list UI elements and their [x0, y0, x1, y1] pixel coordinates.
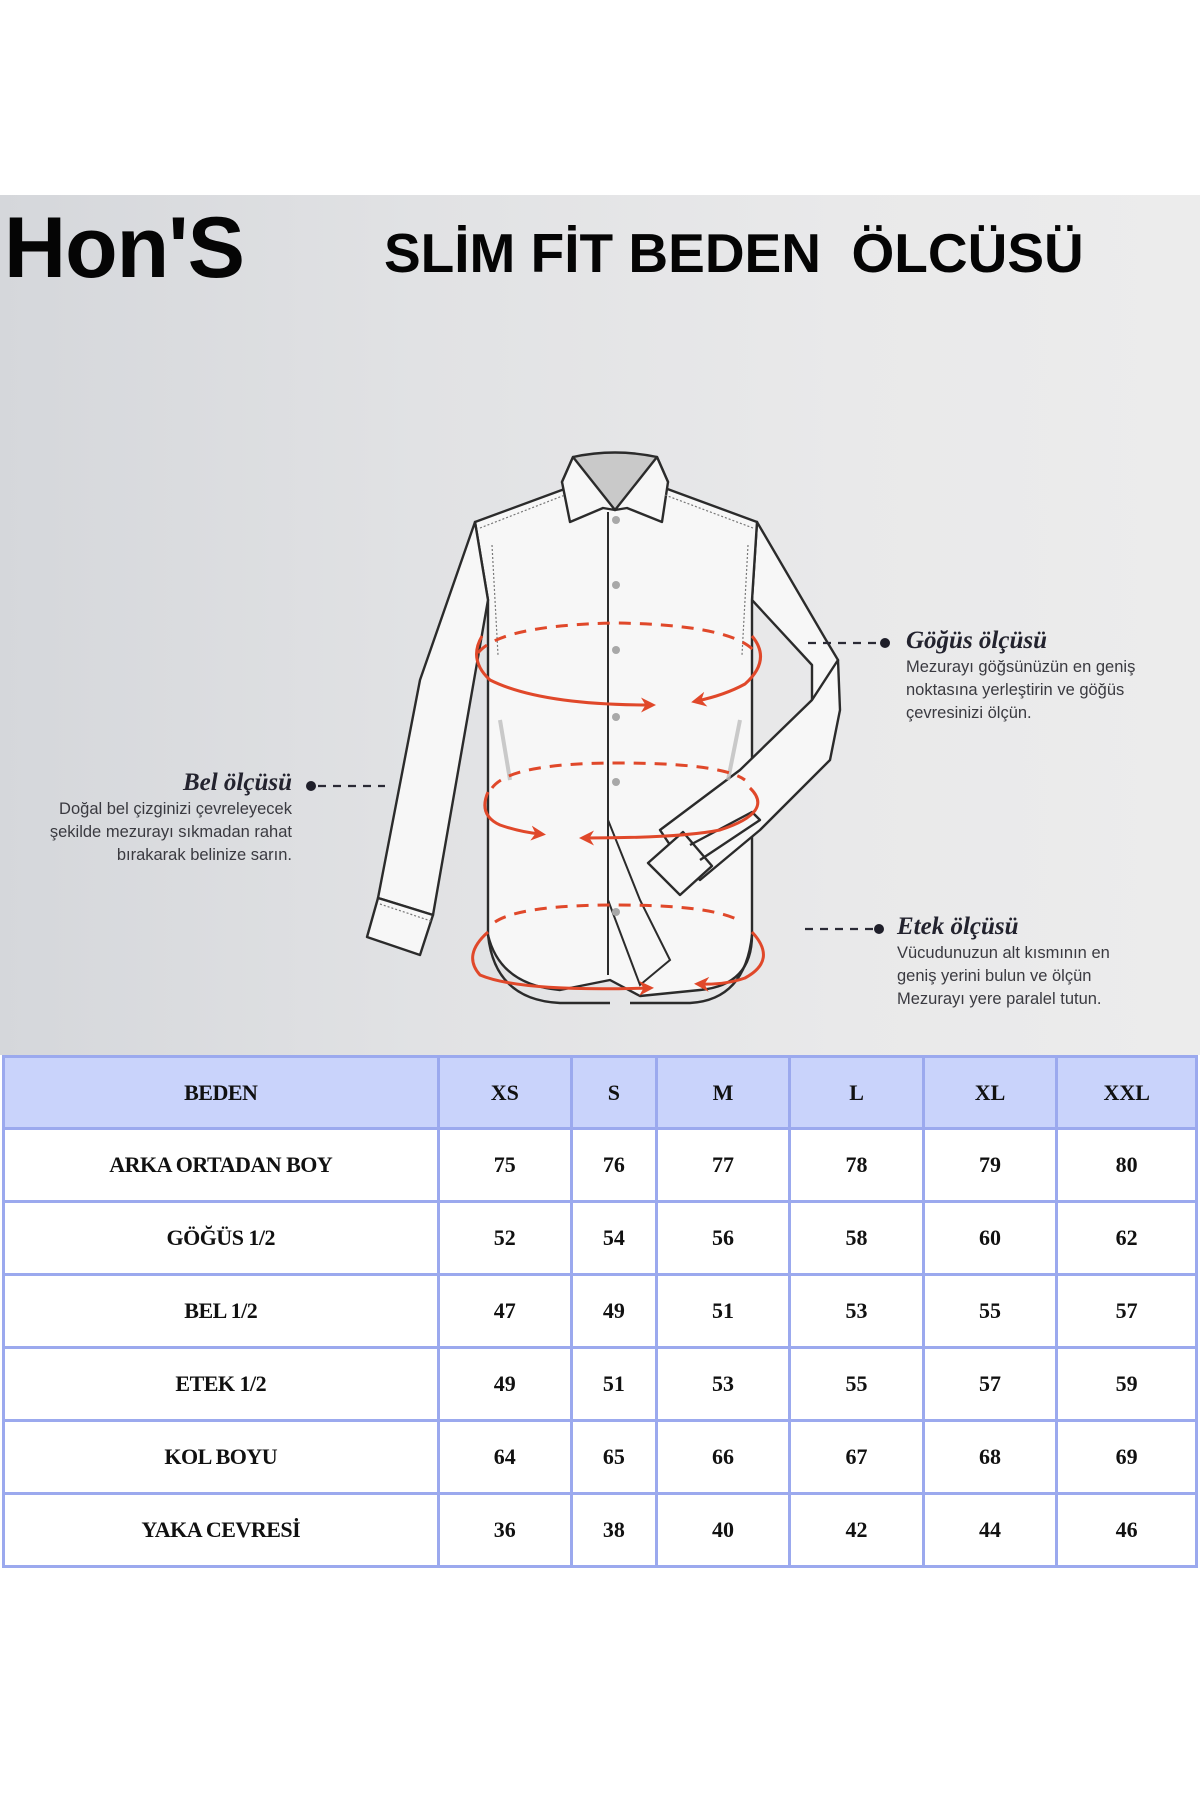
cell-value: 68 [923, 1421, 1057, 1494]
cell-value: 47 [438, 1275, 572, 1348]
cell-value: 60 [923, 1202, 1057, 1275]
row-label: KOL BOYU [4, 1421, 439, 1494]
cell-value: 59 [1057, 1348, 1197, 1421]
page-title: SLİM FİT BEDEN ÖLCÜSÜ [384, 222, 1084, 284]
chest-line-3: çevresinizi ölçün. [906, 704, 1032, 722]
cell-value: 52 [438, 1202, 572, 1275]
cell-value: 44 [923, 1494, 1057, 1567]
waist-line-1: Doğal bel çizginizi çevreleyecek [59, 800, 292, 818]
cell-value: 49 [438, 1348, 572, 1421]
waist-line-2: şekilde mezurayı sıkmadan rahat [49, 823, 292, 841]
cell-value: 65 [572, 1421, 657, 1494]
cell-value: 80 [1057, 1129, 1197, 1202]
column-header-s: S [572, 1057, 657, 1129]
cell-value: 77 [656, 1129, 790, 1202]
table-row [4, 1494, 1197, 1567]
row-label: BEL 1/2 [4, 1275, 439, 1348]
table-row [4, 1348, 1197, 1421]
cell-value: 40 [656, 1494, 790, 1567]
cell-value: 49 [572, 1275, 657, 1348]
cell-value: 55 [790, 1348, 924, 1421]
column-header-beden: BEDEN [4, 1057, 439, 1129]
cell-value: 36 [438, 1494, 572, 1567]
brand-logo: Hon'S [4, 200, 244, 296]
cell-value: 53 [656, 1348, 790, 1421]
cell-value: 56 [656, 1202, 790, 1275]
chest-line-2: noktasına yerleştirin ve göğüs [906, 681, 1125, 699]
column-header-xs: XS [438, 1057, 572, 1129]
table-header-row [4, 1057, 1197, 1129]
row-label: YAKA CEVRESİ [4, 1494, 439, 1567]
column-header-m: M [656, 1057, 790, 1129]
cell-value: 78 [790, 1129, 924, 1202]
hem-heading: Etek ölçüsü [897, 913, 1019, 940]
column-header-xxl: XXL [1057, 1057, 1197, 1129]
cell-value: 79 [923, 1129, 1057, 1202]
table-row [4, 1129, 1197, 1202]
left-sleeve [378, 522, 488, 915]
waist-heading: Bel ölçüsü [182, 769, 292, 796]
row-label: ARKA ORTADAN BOY [4, 1129, 439, 1202]
column-header-xl: XL [923, 1057, 1057, 1129]
chest-annotation [906, 626, 1135, 725]
column-header-l: L [790, 1057, 924, 1129]
cell-value: 76 [572, 1129, 657, 1202]
cell-value: 67 [790, 1421, 924, 1494]
cell-value: 58 [790, 1202, 924, 1275]
hem-line-1: Vücudunuzun alt kısmının en [897, 944, 1110, 962]
hem-line-2: geniş yerini bulun ve ölçün [897, 967, 1092, 985]
cell-value: 62 [1057, 1202, 1197, 1275]
cell-value: 64 [438, 1421, 572, 1494]
cell-value: 75 [438, 1129, 572, 1202]
waist-line-3: bırakarak belinize sarın. [116, 846, 292, 864]
cell-value: 51 [572, 1348, 657, 1421]
row-label: ETEK 1/2 [4, 1348, 439, 1421]
row-label: GÖĞÜS 1/2 [4, 1202, 439, 1275]
cell-value: 69 [1057, 1421, 1197, 1494]
waist-annotation [20, 768, 292, 867]
chest-line-1: Mezurayı göğsünüzün en geniş [906, 658, 1136, 676]
cell-value: 42 [790, 1494, 924, 1567]
cell-value: 53 [790, 1275, 924, 1348]
table-row [4, 1275, 1197, 1348]
cell-value: 66 [656, 1421, 790, 1494]
chest-heading: Göğüs ölçüsü [906, 627, 1048, 654]
cell-value: 51 [656, 1275, 790, 1348]
size-table [2, 1055, 1198, 1568]
cell-value: 55 [923, 1275, 1057, 1348]
cell-value: 54 [572, 1202, 657, 1275]
cell-value: 46 [1057, 1494, 1197, 1567]
cell-value: 38 [572, 1494, 657, 1567]
hem-annotation [897, 912, 1110, 1011]
cell-value: 57 [1057, 1275, 1197, 1348]
cell-value: 57 [923, 1348, 1057, 1421]
table-row [4, 1202, 1197, 1275]
hem-line-3: Mezurayı yere paralel tutun. [897, 990, 1102, 1008]
table-row [4, 1421, 1197, 1494]
